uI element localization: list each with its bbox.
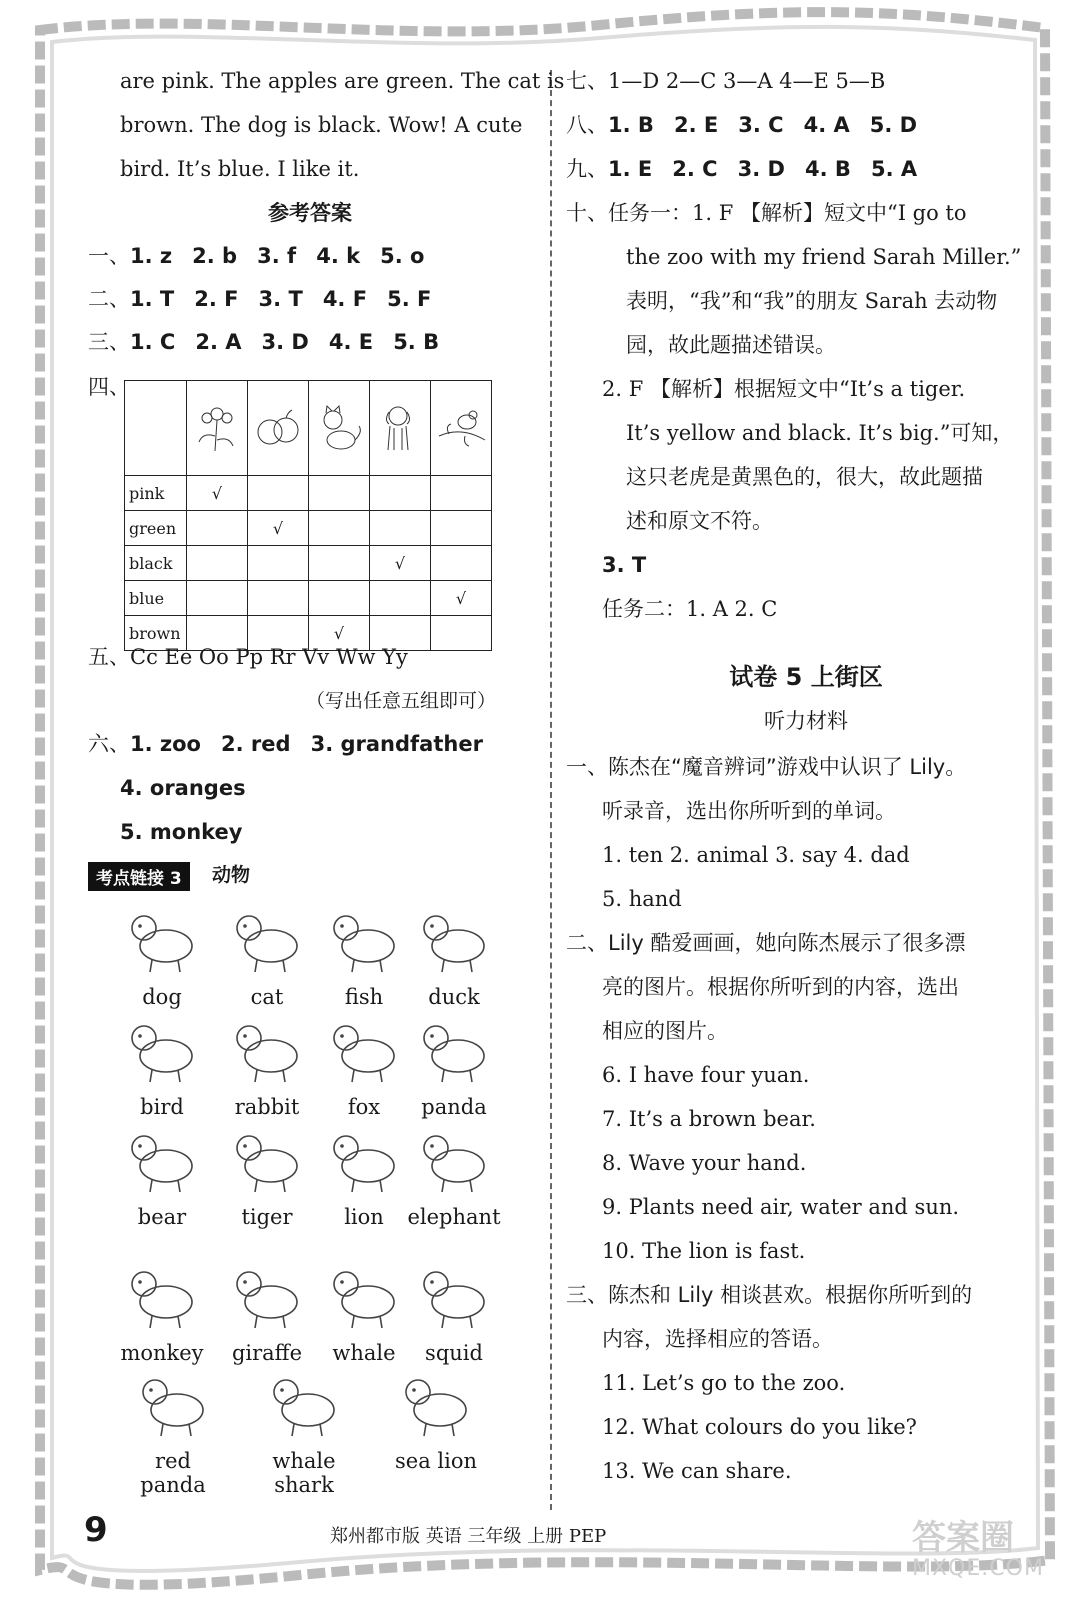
table-cell: [431, 616, 492, 651]
answer: 1. C: [130, 330, 176, 354]
animal-name: tiger: [241, 1205, 293, 1229]
section-6: [88, 729, 483, 759]
listening-item: 8. Wave your hand.: [602, 1151, 807, 1175]
watermark-url: MXQE.COM: [912, 1556, 1044, 1581]
section-label: 三、: [88, 330, 130, 354]
section-label: 八、: [566, 113, 608, 137]
animal-card: [217, 902, 317, 1009]
table-cell: [431, 546, 492, 581]
table-cell: [431, 476, 492, 511]
explanation-line: 1. F 【解析】短文中“I go to: [692, 201, 967, 225]
animal-card: [404, 1258, 504, 1365]
table-cell: [309, 476, 370, 511]
answer: 5. B: [393, 330, 440, 354]
intro-line: bird. It’s blue. I like it.: [120, 157, 360, 181]
table-cell: [248, 476, 309, 511]
animal-card: [404, 1122, 504, 1229]
listening-title: 听力材料: [764, 709, 848, 733]
section-label: 七、: [566, 69, 608, 93]
table-cell: [370, 581, 431, 616]
answer: 3. T: [258, 287, 303, 311]
table-row: [125, 581, 492, 616]
section-label: 九、: [566, 157, 608, 181]
listening-item: 5. hand: [602, 887, 682, 911]
section-label: 五、: [88, 645, 130, 669]
listening-item: 9. Plants need air, water and sun.: [602, 1195, 960, 1219]
explanation-line: 园，故此题描述错误。: [626, 333, 836, 357]
table-cell: [370, 511, 431, 546]
animal-picture-icon: [122, 1122, 202, 1194]
table-cell: [309, 581, 370, 616]
section-label: 一、: [88, 244, 130, 268]
animal-card: [112, 1122, 212, 1229]
animal-card: [314, 902, 414, 1009]
answer: 4. F: [322, 287, 368, 311]
link-title: 动物: [212, 864, 251, 886]
part-2-instruction: 亮的图片。根据你所听到的内容，选出: [602, 975, 959, 999]
section-3: [88, 327, 439, 357]
answer: 3. D: [737, 157, 785, 181]
explanation-line: 2. F 【解析】根据短文中“It’s a tiger.: [602, 377, 966, 401]
animal-name: squid: [425, 1341, 483, 1365]
animal-name: duck: [428, 985, 480, 1009]
link-badge: 考点链接 3: [88, 862, 190, 891]
dog-icon: [370, 381, 431, 476]
section-1: [88, 241, 424, 271]
answer: 3. grandfather: [310, 732, 483, 756]
explanation-line: 述和原文不符。: [626, 509, 773, 533]
section-label: 十、任务一：: [566, 201, 692, 225]
table-cell: √: [370, 546, 431, 581]
animal-picture-icon: [414, 1258, 494, 1330]
table-cell: [309, 511, 370, 546]
part-1-instruction: 一、陈杰在“魔音辨词”游戏中认识了 Lily。: [566, 755, 967, 779]
listening-item: 7. It’s a brown bear.: [602, 1107, 816, 1131]
section-5-note: （写出任意五组即可）: [306, 690, 497, 712]
animal-picture-icon: [122, 902, 202, 974]
table-cell: √: [309, 616, 370, 651]
animal-picture-icon: [122, 1012, 202, 1084]
row-label: pink: [125, 476, 187, 511]
table-cell: √: [431, 581, 492, 616]
animal-picture-icon: [133, 1366, 213, 1438]
part-2-instruction: 相应的图片。: [602, 1019, 728, 1043]
animal-name: whale shark: [272, 1449, 336, 1497]
animal-name: dog: [142, 985, 182, 1009]
animal-picture-icon: [324, 1122, 404, 1194]
test-title: 试卷 5 上街区: [729, 663, 883, 691]
animal-card: [217, 1122, 317, 1229]
watermark-logo: 答案圈: [912, 1518, 1014, 1558]
table-cell: [370, 476, 431, 511]
answer: 4. E: [328, 330, 374, 354]
listening-item: 11. Let’s go to the zoo.: [602, 1371, 846, 1395]
listening-item: 1. ten 2. animal 3. say 4. dad: [602, 843, 910, 867]
animal-name: bird: [140, 1095, 184, 1119]
answer: 5. o: [380, 244, 425, 268]
animal-picture-icon: [324, 1258, 404, 1330]
section-8: [566, 110, 917, 140]
animal-card: [404, 1012, 504, 1119]
answers-title: 参考答案: [268, 201, 352, 225]
section-10: [566, 198, 967, 228]
section-label: 二、: [88, 287, 130, 311]
animal-name: fox: [347, 1095, 381, 1119]
animal-picture-icon: [396, 1366, 476, 1438]
table-header-row: [125, 381, 492, 476]
answer: 2. b: [192, 244, 238, 268]
table-cell: [248, 546, 309, 581]
color-table: [124, 380, 492, 651]
section-7: [566, 66, 885, 96]
listening-item: 6. I have four yuan.: [602, 1063, 810, 1087]
table-cell: [187, 581, 248, 616]
part-3-instruction: 三、陈杰和 Lily 相谈甚欢。根据你所听到的: [566, 1283, 973, 1307]
explanation-line: 这只老虎是黄黑色的，很大，故此题描: [626, 465, 983, 489]
animal-picture-icon: [227, 1122, 307, 1194]
animal-name: sea lion: [394, 1449, 477, 1473]
apple-icon: [248, 381, 309, 476]
explanation-line: It’s yellow and black. It’s big.”可知，: [626, 421, 1014, 445]
intro-line: are pink. The apples are green. The cat is: [120, 69, 565, 93]
animal-card: [404, 902, 504, 1009]
animal-name: whale: [332, 1341, 396, 1365]
answer: 5. monkey: [120, 820, 243, 844]
answer: 4. A: [803, 113, 850, 137]
answer: 1. T: [130, 287, 175, 311]
table-cell: [431, 511, 492, 546]
row-label: green: [125, 511, 187, 546]
animal-name: monkey: [120, 1341, 204, 1365]
answer: 4. k: [316, 244, 361, 268]
row-label: black: [125, 546, 187, 581]
table-cell: √: [248, 511, 309, 546]
flower-icon: [187, 381, 248, 476]
listening-item: 13. We can share.: [602, 1459, 792, 1483]
bird-icon: [431, 381, 492, 476]
animal-card: [217, 1012, 317, 1119]
answer: 1. B: [608, 113, 654, 137]
answer: 2. red: [221, 732, 291, 756]
animal-name: red panda: [140, 1449, 206, 1497]
animal-name: rabbit: [234, 1095, 300, 1119]
answer: 4. B: [805, 157, 851, 181]
animal-name: panda: [421, 1095, 487, 1119]
animal-picture-icon: [264, 1366, 344, 1438]
animal-name: giraffe: [231, 1341, 303, 1365]
part-1-instruction: 听录音，选出你所听到的单词。: [602, 799, 896, 823]
animal-picture-icon: [227, 1258, 307, 1330]
animal-card: [217, 1258, 317, 1365]
animal-picture-icon: [122, 1258, 202, 1330]
table-row: [125, 546, 492, 581]
answer: 3. D: [261, 330, 309, 354]
animal-card: [123, 1366, 223, 1497]
animal-picture-icon: [414, 902, 494, 974]
answer: 2. E: [673, 113, 719, 137]
answer: 3. f: [257, 244, 297, 268]
letters: Cc Ee Oo Pp Rr Vv Ww Yy: [130, 645, 408, 669]
answer: 5. D: [869, 113, 918, 137]
listening-item: 12. What colours do you like?: [602, 1415, 917, 1439]
table-cell: [187, 546, 248, 581]
section-4-label: 四、: [88, 375, 130, 399]
cat-icon: [309, 381, 370, 476]
animal-card: [112, 1258, 212, 1365]
animal-card: [112, 1012, 212, 1119]
answer: 2. C: [672, 157, 718, 181]
animal-name: lion: [344, 1205, 384, 1229]
answer: 3. T: [602, 553, 647, 577]
section-9: [566, 154, 917, 184]
animal-picture-icon: [324, 902, 404, 974]
animal-card: [314, 1258, 414, 1365]
task-2-answers: 任务二：1. A 2. C: [602, 597, 778, 621]
footer-text: 郑州都市版 英语 三年级 上册 PEP: [330, 1526, 607, 1547]
answer: 3. C: [738, 113, 784, 137]
animal-picture-icon: [324, 1012, 404, 1084]
table-row: [125, 476, 492, 511]
animal-picture-icon: [414, 1012, 494, 1084]
intro-line: brown. The dog is black. Wow! A cute: [120, 113, 523, 137]
animal-picture-icon: [227, 902, 307, 974]
answer: 2. A: [195, 330, 242, 354]
row-label: brown: [125, 616, 187, 651]
section-label: 六、: [88, 732, 130, 756]
part-2-instruction: 二、Lily 酷爱画画，她向陈杰展示了很多漂: [566, 931, 966, 955]
answer: 1. E: [608, 157, 653, 181]
animal-name: elephant: [407, 1205, 501, 1229]
animal-picture-icon: [227, 1012, 307, 1084]
animal-name: bear: [137, 1205, 187, 1229]
animal-card: [314, 1122, 414, 1229]
table-row: [125, 511, 492, 546]
animal-picture-icon: [414, 1122, 494, 1194]
answer: 4. oranges: [120, 776, 246, 800]
animal-card: [254, 1366, 354, 1497]
animal-card: [386, 1366, 486, 1473]
table-cell: √: [187, 476, 248, 511]
answer: 2. F: [194, 287, 239, 311]
explanation-line: the zoo with my friend Sarah Miller.”: [626, 245, 1022, 269]
row-label: blue: [125, 581, 187, 616]
answer: 5. A: [870, 157, 918, 181]
table-corner: [125, 381, 187, 476]
section-5: [88, 642, 408, 672]
animal-name: fish: [344, 985, 384, 1009]
matching-answers: 1—D 2—C 3—A 4—E 5—B: [608, 69, 886, 93]
listening-item: 10. The lion is fast.: [602, 1239, 806, 1263]
animal-name: cat: [250, 985, 284, 1009]
table-cell: [187, 511, 248, 546]
table-cell: [309, 546, 370, 581]
answer: 1. z: [130, 244, 173, 268]
page-number: 9: [84, 1510, 108, 1550]
animal-card: [314, 1012, 414, 1119]
explanation-line: 表明，“我”和“我”的朋友 Sarah 去动物: [626, 289, 998, 313]
animal-card: [112, 902, 212, 1009]
answer: 5. F: [387, 287, 432, 311]
column-divider: [550, 70, 552, 1510]
answer: 1. zoo: [130, 732, 201, 756]
section-2: [88, 284, 431, 314]
table-cell: [248, 581, 309, 616]
part-3-instruction: 内容，选择相应的答语。: [602, 1327, 833, 1351]
